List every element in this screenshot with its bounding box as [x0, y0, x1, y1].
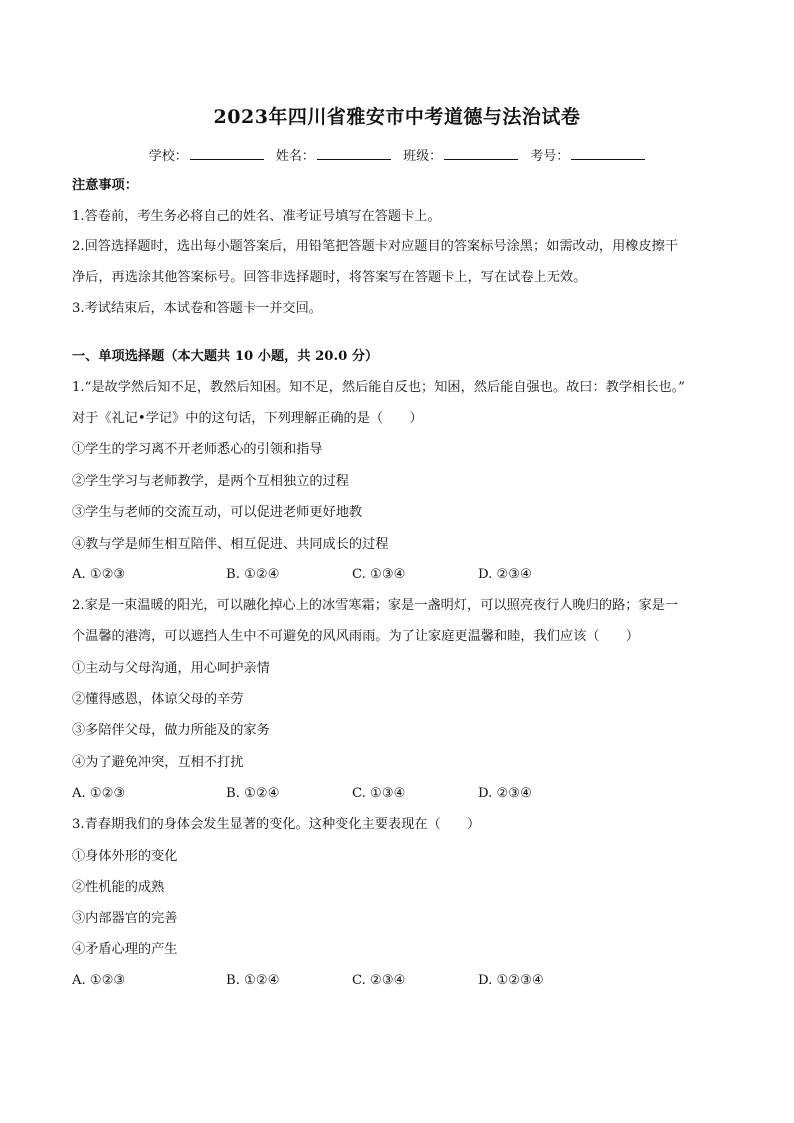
question-2-statement: ①主动与父母沟通，用心呵护亲情: [72, 661, 270, 676]
name-field: 姓名：: [276, 145, 391, 164]
question-1-stem: 1.“是故学然后知不足，教然后知困。知不足，然后能自反也；知困，然后能自强也。故曰：教学相长也。”: [72, 380, 685, 395]
question-3-statement: ③内部器官的完善: [72, 911, 178, 926]
exam-number-field: 考号：: [530, 145, 645, 164]
notice-item: 1.答卷前，考生务必将自己的姓名、准考证号填写在答题卡上。: [72, 209, 441, 224]
question-1-statement: ②学生学习与老师教学，是两个互相独立的过程: [72, 474, 349, 489]
notice-heading: 注意事项：: [72, 178, 138, 193]
question-3-stem: 3.青春期我们的身体会发生显著的变化。这种变化主要表现在（ ）: [72, 817, 481, 832]
option-d: D. ①②③④: [478, 973, 544, 988]
question-2-statement: ②懂得感恩，体谅父母的辛劳: [72, 692, 244, 707]
option-b: B. ①②④: [226, 786, 280, 801]
question-2-stem: 个温馨的港湾，可以遮挡人生中不可避免的风风雨雨。为了让家庭更温馨和睦，我们应该（ ）: [72, 629, 640, 644]
question-1-statement: ①学生的学习离不开老师悉心的引领和指导: [72, 442, 323, 457]
question-3-statement: ①身体外形的变化: [72, 849, 178, 864]
option-b: B. ①②④: [226, 567, 280, 582]
school-field: 学校：: [149, 145, 264, 164]
exam-title: 2023年四川省雅安市中考道德与法治试卷: [213, 106, 581, 128]
question-2-statement: ③多陪伴父母，做力所能及的家务: [72, 723, 270, 738]
option-d: D. ②③④: [478, 567, 532, 582]
class-field: 班级：: [403, 145, 518, 164]
exam-number-blank: [571, 147, 645, 160]
option-c: C. ①③④: [352, 567, 406, 582]
school-blank: [190, 147, 264, 160]
section-heading: 一、单项选择题（本大题共 10 小题，共 20.0 分）: [72, 349, 379, 364]
student-info-row: [0, 145, 794, 164]
option-d: D. ②③④: [478, 786, 532, 801]
question-1-statement: ④教与学是师生相互陪伴、相互促进、共同成长的过程: [72, 537, 389, 552]
option-c: C. ②③④: [352, 973, 406, 988]
question-2-stem: 2.家是一束温暖的阳光，可以融化掉心上的冰雪寒霜；家是一盏明灯，可以照亮夜行人晚归的路；家是一: [72, 598, 679, 613]
notice-item: 3.考试结束后，本试卷和答题卡一并交回。: [72, 301, 322, 316]
notice-item: 净后，再选涂其他答案标号。回答非选择题时，将答案写在答题卡上，写在试卷上无效。: [72, 270, 587, 285]
question-3-statement: ④矛盾心理的产生: [72, 942, 178, 957]
option-a: A. ①②③: [72, 567, 126, 582]
notice-item: 2.回答选择题时，选出每小题答案后，用铅笔把答题卡对应题目的答案标号涂黑；如需改动，用橡皮擦干: [72, 239, 679, 254]
option-c: C. ①③④: [352, 786, 406, 801]
class-blank: [444, 147, 518, 160]
question-2-statement: ④为了避免冲突，互相不打扰: [72, 755, 244, 770]
question-1-stem: 对于《礼记•学记》中的这句话，下列理解正确的是（ ）: [72, 411, 423, 426]
question-3-statement: ②性机能的成熟: [72, 880, 165, 895]
option-a: A. ①②③: [72, 973, 126, 988]
option-a: A. ①②③: [72, 786, 126, 801]
name-blank: [317, 147, 391, 160]
option-b: B. ①②④: [226, 973, 280, 988]
question-1-statement: ③学生与老师的交流互动，可以促进老师更好地教: [72, 505, 363, 520]
